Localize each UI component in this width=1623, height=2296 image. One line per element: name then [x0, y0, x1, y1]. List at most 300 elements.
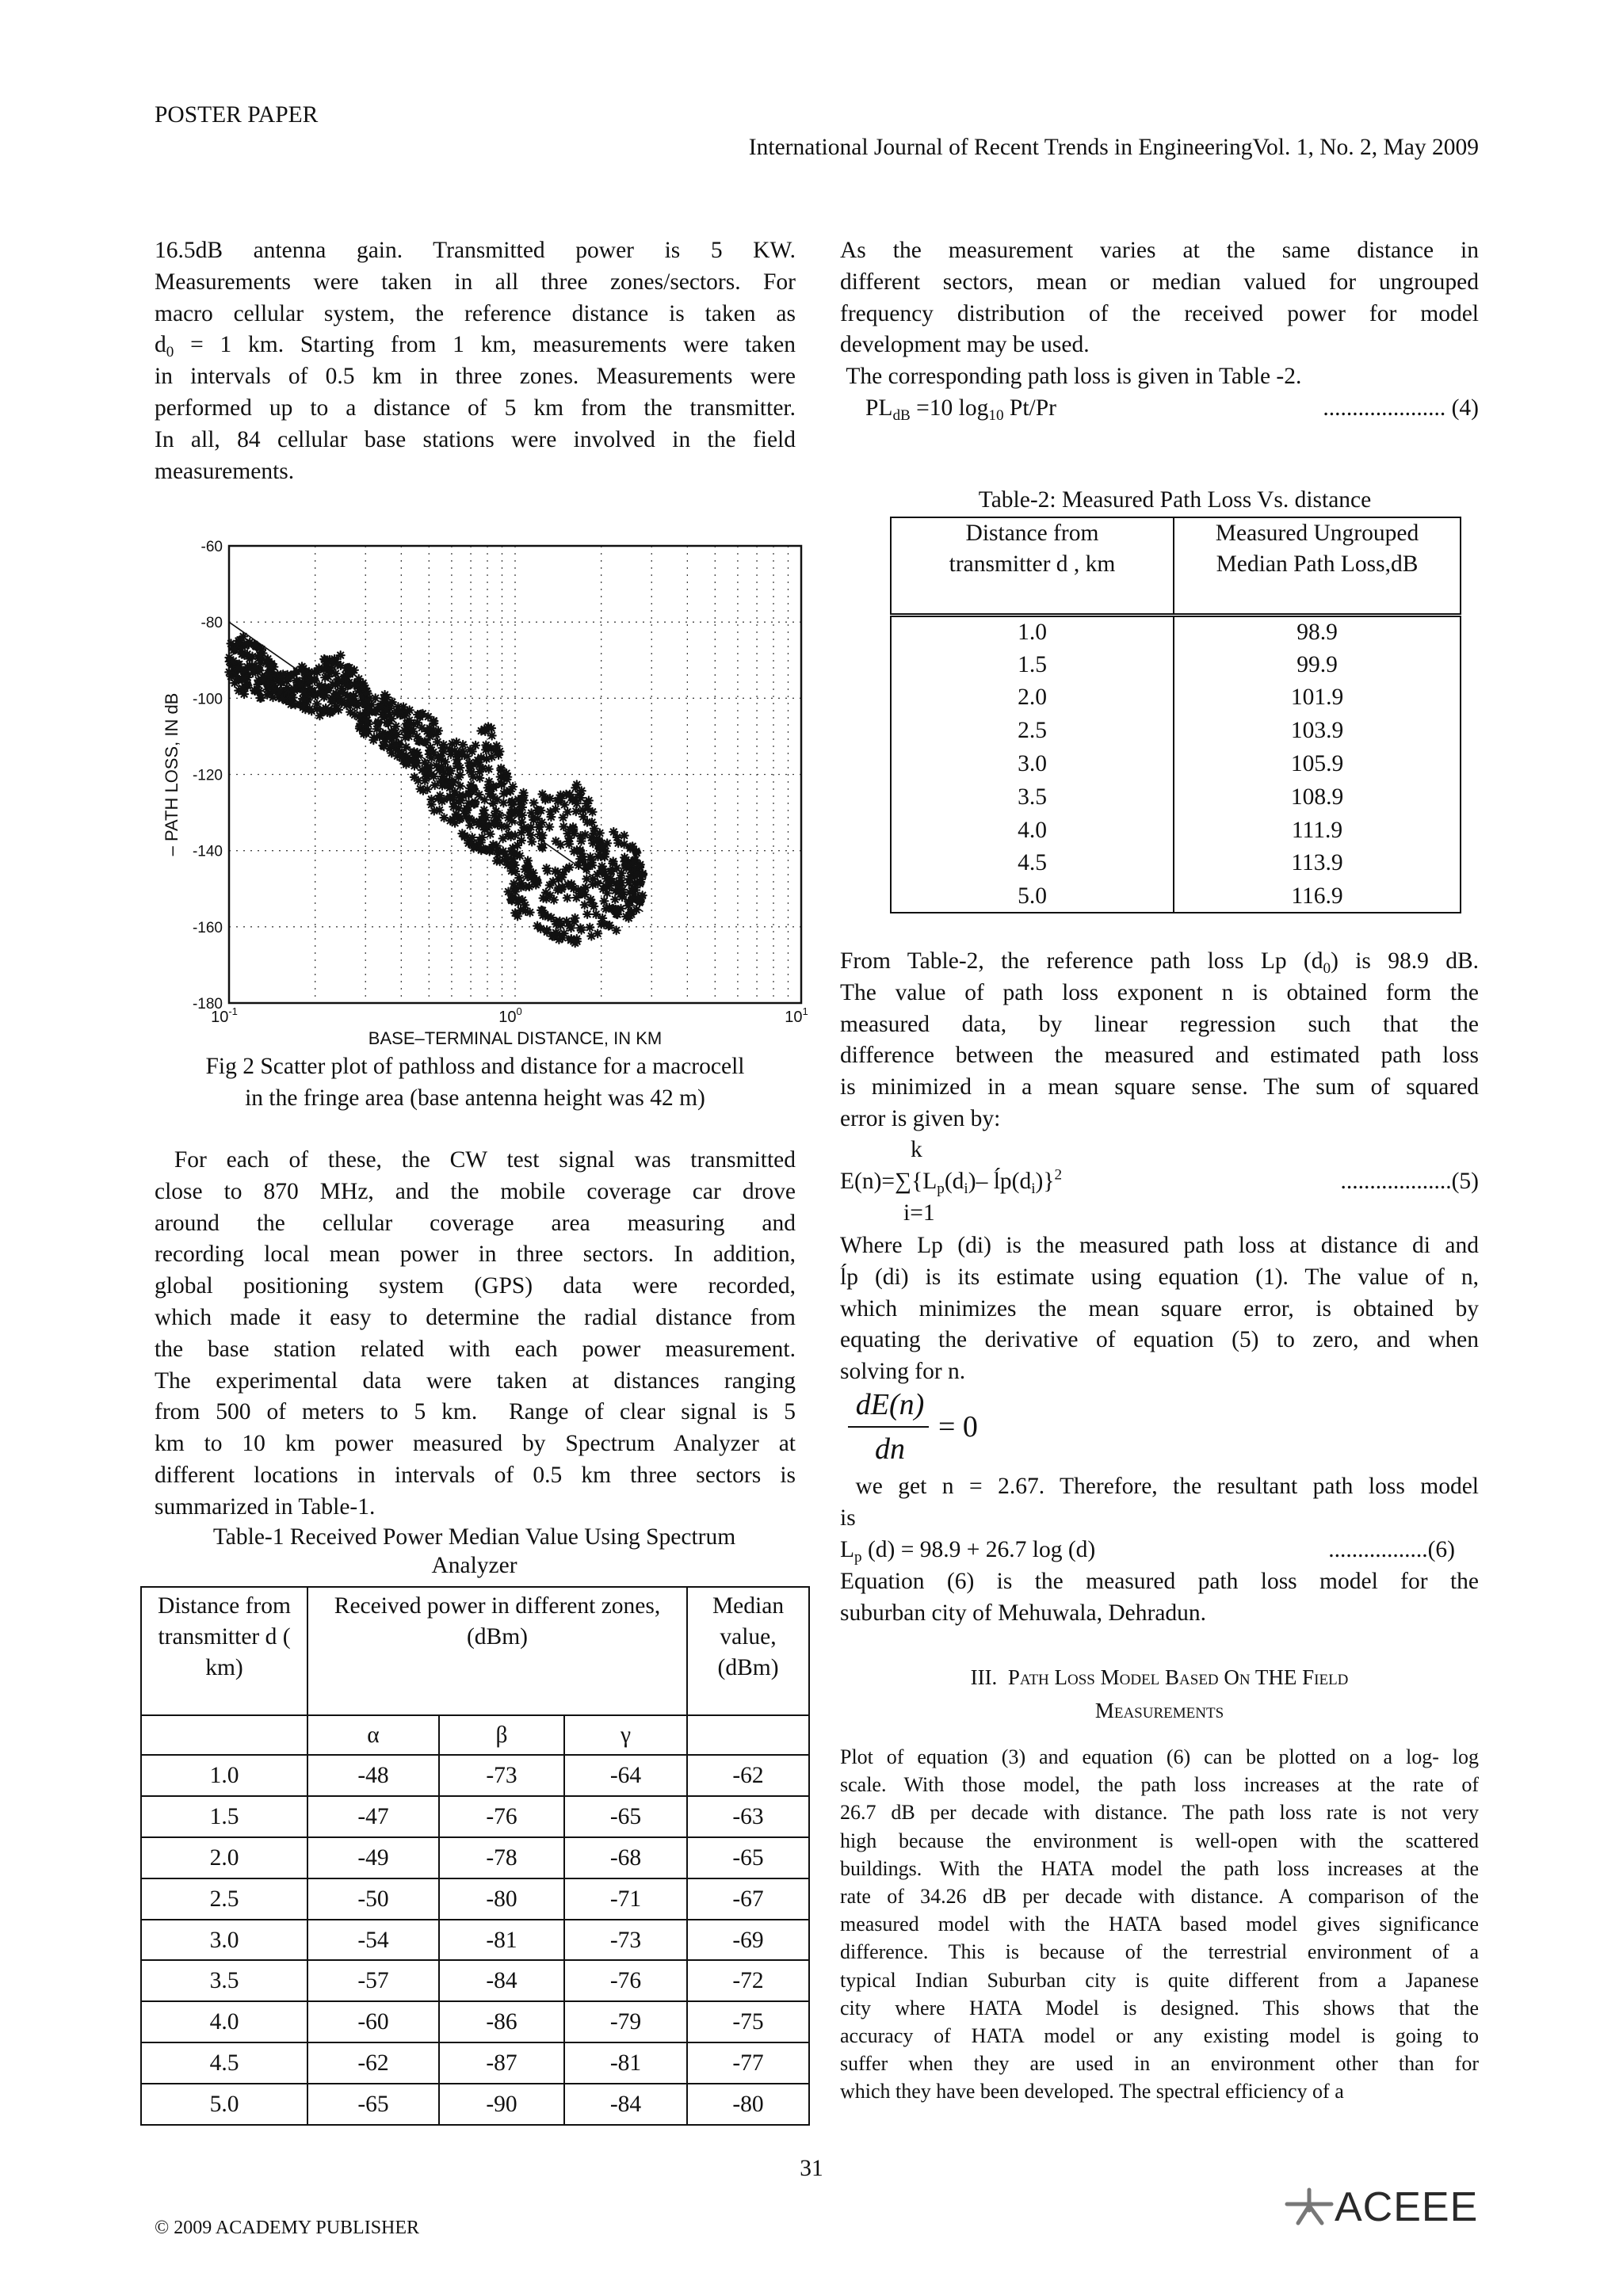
text-line: The value of path loss exponent n is obtained form the [840, 979, 1479, 1005]
scatter-point [601, 850, 609, 858]
scatter-point [440, 795, 448, 803]
section-number: III. [970, 1665, 998, 1689]
scatter-point [505, 830, 513, 838]
scatter-point [362, 730, 370, 738]
x-tick-label-part: 10 [785, 1009, 803, 1026]
scatter-point [547, 813, 555, 821]
table1-row [141, 2001, 809, 2042]
table1-cell: -73 [439, 1755, 564, 1796]
scatter-point [486, 790, 494, 798]
scatter-point [598, 868, 605, 875]
scatter-point [299, 704, 307, 711]
scatter-point [470, 844, 478, 852]
text-line: 26.7 dB per decade with distance. The path loss rate is not very [840, 1801, 1479, 1825]
table2-cell: 116.9 [1174, 879, 1461, 913]
table1-cell: -72 [687, 1960, 809, 2001]
scatter-point [345, 669, 353, 677]
table2-row [891, 714, 1461, 747]
text-line: scale. With those model, the path loss increases at the rate of [840, 1773, 1479, 1797]
figure-caption [155, 1051, 796, 1114]
scatter-point [573, 780, 581, 788]
right-paragraph-1b [840, 361, 1479, 393]
scatter-point [548, 933, 556, 940]
eq5-sub: i [964, 1180, 968, 1197]
scatter-point [586, 924, 594, 932]
text-line: Measurements were taken in all three zones/sectors. For [155, 269, 796, 295]
table2-row [891, 615, 1461, 648]
scatter-point [592, 910, 600, 918]
scatter-point [593, 835, 601, 843]
table2-caption: Table-2: Measured Path Loss Vs. distance [978, 487, 1372, 513]
eq5-upper-limit: k [911, 1137, 922, 1162]
table1-header-received: Received power in different zones, (dBm) [307, 1587, 687, 1715]
scatter-point [468, 769, 475, 776]
scatter-point [284, 675, 292, 683]
scatter-point [528, 838, 536, 846]
scatter-point [240, 690, 248, 698]
journal-citation: International Journal of Recent Trends in EngineeringVol. 1, No. 2, May 2009 [748, 135, 1479, 160]
eq5-number: ...................(5) [1340, 1169, 1479, 1194]
poster-paper-label: POSTER PAPER [155, 102, 319, 128]
right-paragraph-5 [840, 1566, 1479, 1630]
scatter-point [552, 805, 559, 813]
table1-cell: 3.5 [141, 1960, 307, 2001]
scatter-point [300, 688, 307, 696]
table2-row [891, 780, 1461, 814]
scatter-point [600, 897, 608, 905]
scatter-point [229, 657, 237, 665]
text-line: frequency distribution of the received power for model [840, 300, 1479, 326]
x-axis-label: BASE–TERMINAL DISTANCE, IN KM [368, 1028, 663, 1048]
table1-cell: -64 [564, 1755, 687, 1796]
eq5-a: E(n)=∑{L [840, 1169, 938, 1194]
text-line: As the measurement varies at the same distance in [840, 238, 1479, 263]
table1-cell: -86 [439, 2001, 564, 2042]
eq4-b: =10 log [910, 395, 989, 421]
table2-cell: 108.9 [1174, 780, 1461, 814]
scatter-point [582, 875, 590, 883]
text-line: error is given by: [840, 1105, 1001, 1131]
scatter-point [613, 879, 621, 887]
text-line: equating the derivative of equation (5) to zero, and when [840, 1327, 1479, 1353]
text-line [840, 946, 1479, 978]
derivative-denominator: dn [875, 1432, 905, 1466]
scatter-point [602, 905, 610, 913]
section-title-line2: Measurements [1094, 1699, 1224, 1722]
scatter-point [349, 698, 357, 706]
section-title: Path Loss Model Based On THE Field [1007, 1665, 1349, 1689]
scatter-point [612, 906, 620, 913]
scatter-point [392, 723, 400, 730]
text-line: city where HATA Model is designed. This shows that the [840, 1996, 1479, 2019]
table1-cell: -79 [564, 2001, 687, 2042]
text-line: 16.5dB antenna gain. Transmitted power is 5 KW. [155, 238, 796, 263]
eq6-number: .................(6) [1328, 1537, 1455, 1562]
x-tick-label-part: 10 [211, 1009, 229, 1026]
y-tick-label: -140 [192, 843, 223, 860]
table1-caption-line: Analyzer [431, 1553, 517, 1578]
text-line: In all, 84 cellular base stations were involved in the field [155, 426, 796, 452]
scatter-point [263, 691, 271, 699]
scatter-point [566, 826, 574, 833]
scatter-point [628, 842, 636, 850]
scatter-point [552, 837, 559, 845]
scatter-point [225, 668, 233, 676]
table1 [140, 1586, 810, 2126]
table1-cell: -84 [439, 1960, 564, 2001]
table2-cell: 101.9 [1174, 681, 1461, 715]
section-heading [840, 1661, 1479, 1727]
scatter-point [430, 727, 437, 735]
scatter-point [586, 853, 594, 861]
scatter-point [449, 778, 456, 786]
right-paragraph-3 [840, 1230, 1479, 1388]
text-segment: 0 [1323, 959, 1331, 977]
scatter-point [565, 840, 573, 848]
eq5-d: )} [1035, 1169, 1055, 1194]
scatter-point [311, 692, 319, 700]
eq4-sub: dB [892, 406, 911, 424]
table2-row [891, 847, 1461, 880]
scatter-point [427, 795, 435, 803]
scatter-point [560, 929, 568, 937]
scatter-point [344, 682, 352, 690]
text-line: km to 10 km power measured by Spectrum Analyzer at [155, 1431, 796, 1457]
scatter-point [578, 837, 586, 845]
text-line: high because the environment is well-open with the scattered [840, 1829, 1479, 1852]
scatter-point [418, 724, 426, 732]
scatter-point [468, 748, 476, 756]
scatter-point [583, 910, 591, 918]
table2-cell: 111.9 [1174, 814, 1461, 847]
scatter-point [538, 818, 546, 826]
scatter-point [625, 879, 633, 887]
copyright-notice: © 2009 ACADEMY PUBLISHER [155, 2218, 420, 2238]
page-number: 31 [800, 2156, 823, 2181]
derivative-numerator: dE(n) [855, 1388, 925, 1421]
scatter-point [417, 711, 425, 719]
table2-cell: 2.5 [891, 714, 1174, 747]
table2-cell: 103.9 [1174, 714, 1461, 747]
scatter-point [440, 814, 448, 822]
scatter-point [364, 697, 372, 705]
text-line: global positioning system (GPS) data were recorded, [155, 1273, 796, 1299]
table1-cell: -75 [687, 2001, 809, 2042]
scatter-point [235, 665, 242, 673]
table1-cell: 5.0 [141, 2084, 307, 2125]
scatter-point [428, 770, 436, 778]
right-paragraph-1 [840, 235, 1479, 361]
scatter-point [470, 800, 478, 808]
scatter-point [400, 727, 408, 734]
left-paragraph-2 [155, 1145, 796, 1524]
scatter-point [578, 787, 586, 795]
scatter-point [373, 725, 381, 733]
scatter-point [505, 888, 513, 896]
scatter-point [256, 651, 264, 659]
scatter-point [563, 894, 571, 902]
text-segment: d [155, 332, 166, 358]
text-line: Where Lp (di) is the measured path loss at distance di and [840, 1233, 1479, 1258]
table1-cell: -84 [564, 2084, 687, 2125]
derivative-rhs: = 0 [938, 1410, 978, 1444]
right-paragraph-2 [840, 946, 1479, 1135]
text-segment: = 1 km. Starting from 1 km, measurements were taken [174, 332, 796, 358]
scatter-point [337, 651, 345, 659]
scatter-point [453, 738, 460, 746]
text-line: suburban city of Mehuwala, Dehradun. [840, 1600, 1207, 1626]
table2-cell: 2.0 [891, 681, 1174, 715]
scatter-point [563, 808, 571, 816]
scatter-point [231, 645, 239, 653]
table2-cell: 4.0 [891, 814, 1174, 847]
table1-cell: -47 [307, 1796, 439, 1837]
table1-cell: -81 [439, 1920, 564, 1961]
table1-row [141, 1960, 809, 2001]
regression-line [229, 622, 643, 911]
scatter-point [453, 762, 461, 770]
text-line: from 500 of meters to 5 km. Range of clear signal is 5 [155, 1399, 796, 1425]
table1-cell: -63 [687, 1796, 809, 1837]
text-line: is minimized in a mean square sense. The sum of squared [840, 1074, 1479, 1100]
scatter-point [291, 686, 299, 694]
text-line: difference. This is because of the terrestrial environment of a [840, 1940, 1479, 1964]
figure-caption-line: in the fringe area (base antenna height was 42 m) [245, 1085, 705, 1111]
text-line: the base station related with each power measurement. [155, 1336, 796, 1362]
scatter-point [569, 795, 577, 803]
table1-row [141, 1878, 809, 1920]
scatter-point [503, 776, 511, 784]
scatter-point [539, 911, 547, 919]
text-line: we get n = 2.67. Therefore, the resultant path loss model [840, 1474, 1479, 1499]
table1-cell: 1.0 [141, 1755, 307, 1796]
scatter-point [545, 823, 553, 831]
scatter-point [537, 842, 545, 850]
scatter-point [570, 848, 578, 856]
x-tick-label [785, 1005, 808, 1026]
eq5-c: )– ĺp(d [968, 1169, 1032, 1194]
eq4-number: ..................... (4) [1323, 395, 1479, 421]
scatter-point [600, 842, 608, 850]
scatter-point [554, 868, 562, 876]
scatter-point [456, 815, 464, 823]
x-tick-label [498, 1005, 521, 1026]
scatter-point [451, 746, 459, 754]
text-line: which made it easy to determine the radial distance from [155, 1304, 796, 1330]
text-line: different sectors, mean or median valued for ungrouped [840, 269, 1479, 295]
x-tick-label-part: 10 [498, 1009, 517, 1026]
table2-cell: 1.0 [891, 615, 1174, 648]
eq6-a: L [840, 1537, 855, 1562]
scatter-point [541, 796, 549, 804]
eq5-b: (d [944, 1169, 964, 1194]
text-line: development may be used. [840, 332, 1090, 358]
scatter-point [458, 830, 466, 837]
scatter-point [563, 917, 571, 925]
text-line: rate of 34.26 dB per decade with distance. A comparison of the [840, 1884, 1479, 1908]
scatter-point [493, 742, 501, 749]
scatter-point [459, 747, 467, 755]
table1-cell: -65 [687, 1837, 809, 1878]
scatter-point [278, 695, 286, 703]
text-line: which they have been developed. The spectral efficiency of a [840, 2080, 1344, 2103]
scatter-point [255, 687, 263, 695]
scatter-point [517, 883, 525, 891]
scatter-point [265, 669, 273, 677]
scatter-point [249, 653, 257, 661]
figure-caption-line: Fig 2 Scatter plot of pathloss and distance for a macrocell [205, 1054, 745, 1079]
table2-cell: 4.5 [891, 847, 1174, 880]
table1-cell: 2.5 [141, 1878, 307, 1920]
table2-row [891, 648, 1461, 681]
table2-header-pathloss: Measured Ungrouped Median Path Loss,dB [1174, 517, 1461, 615]
table2-cell: 98.9 [1174, 615, 1461, 648]
scatter-point [329, 681, 337, 688]
scatter-chart [119, 507, 832, 1049]
eq4-sub: 10 [988, 406, 1004, 424]
text-line: measured data, by linear regression such that the [840, 1011, 1479, 1037]
scatter-point [456, 771, 464, 779]
table1-cell: -80 [439, 1878, 564, 1920]
scatter-point [391, 741, 399, 749]
scatter-point [598, 914, 606, 922]
scatter-point [526, 909, 534, 917]
logo-text: ACEEE [1335, 2184, 1479, 2230]
scatter-point [517, 837, 525, 845]
table1-cell: -80 [687, 2084, 809, 2125]
scatter-point [636, 860, 644, 868]
star-logo-icon [1284, 2187, 1335, 2228]
scatter-point [516, 852, 524, 860]
table1-zone-empty [141, 1715, 307, 1755]
text-line: suffer when they are used in an environment other than for [840, 2052, 1479, 2076]
table1-header-distance: Distance from transmitter d ( km) [141, 1587, 307, 1715]
scatter-point [554, 887, 562, 894]
table2-row [891, 681, 1461, 715]
table2-header-distance: Distance from transmitter d , km [891, 517, 1174, 615]
table1-cell: -76 [564, 1960, 687, 2001]
scatter-point [365, 705, 372, 713]
table1-caption [140, 1521, 808, 1581]
table1-row [141, 1796, 809, 1837]
text-line: in intervals of 0.5 km in three zones. Measurements were [155, 364, 796, 390]
scatter-point [493, 846, 501, 854]
table1-cell: 3.0 [141, 1920, 307, 1961]
scatter-point [532, 881, 540, 889]
scatter-point [633, 871, 641, 879]
scatter-point [572, 807, 580, 815]
scatter-point [578, 926, 586, 934]
text-line: Plot of equation (3) and equation (6) can be plotted on a log- log [840, 1745, 1479, 1768]
eq5-lower-limit: i=1 [903, 1200, 935, 1226]
table2-cell: 3.0 [891, 747, 1174, 780]
scatter-point [587, 933, 595, 940]
text-line: which minimizes the mean square error, is obtained by [840, 1295, 1479, 1322]
table2-row [891, 747, 1461, 780]
table1-cell: 4.5 [141, 2042, 307, 2084]
table1-cell: -78 [439, 1837, 564, 1878]
scatter-point [414, 737, 422, 745]
scatter-point [580, 886, 588, 894]
table1-cell: -76 [439, 1796, 564, 1837]
scatter-point [563, 791, 571, 799]
table2-cell: 113.9 [1174, 847, 1461, 880]
table1-cell: -77 [687, 2042, 809, 2084]
section-heading-line1 [840, 1661, 1479, 1694]
scatter-point [464, 806, 472, 814]
table2-cell: 3.5 [891, 780, 1174, 814]
scatter-point [327, 707, 334, 715]
text-line: different locations in intervals of 0.5 km three sectors is [155, 1462, 796, 1488]
left-paragraph-1 [155, 235, 796, 487]
scatter-point [259, 677, 267, 685]
scatter-point [518, 811, 526, 819]
scatter-point [334, 706, 342, 714]
scatter-point [567, 924, 575, 932]
table1-cell: -68 [564, 1837, 687, 1878]
table1-zone-alpha: α [307, 1715, 439, 1755]
text-line: The corresponding path loss is given in Table -2. [840, 364, 1302, 389]
scatter-point [488, 732, 496, 740]
y-tick-label: -100 [192, 691, 223, 708]
scatter-point [517, 906, 525, 914]
scatter-point [490, 782, 498, 790]
x-tick-label-part: 1 [802, 1005, 808, 1017]
table1-cell: -57 [307, 1960, 439, 2001]
text-line [155, 330, 796, 361]
text-line: accuracy of HATA model or any existing model is going to [840, 2023, 1479, 2047]
scatter-point [499, 799, 507, 807]
scatter-point [540, 894, 548, 902]
eq5-sub: p [937, 1180, 945, 1197]
scatter-point [499, 834, 507, 842]
table2-row [891, 814, 1461, 847]
scatter-point [430, 807, 438, 814]
equation-4 [840, 393, 1284, 425]
table1-cell: -65 [307, 2084, 439, 2125]
table1-cell: -87 [439, 2042, 564, 2084]
y-axis-label: – PATH LOSS, IN dB [162, 692, 181, 856]
text-line: ĺp (di) is its estimate using equation (1). The value of n, [840, 1264, 1479, 1290]
eq6-sub: p [854, 1548, 862, 1566]
table1-cell: -67 [687, 1878, 809, 1920]
scatter-point [548, 913, 556, 921]
table1-cell: -54 [307, 1920, 439, 1961]
table1-cell: -73 [564, 1920, 687, 1961]
text-line: macro cellular system, the reference distance is taken as [155, 300, 796, 326]
text-line: close to 870 MHz, and the mobile coverage car drove [155, 1178, 796, 1204]
eq5-sup: 2 [1054, 1166, 1063, 1184]
table1-cell: 2.0 [141, 1837, 307, 1878]
scatter-point [546, 881, 554, 889]
scatter-point [428, 754, 436, 762]
aceee-logo [1284, 2184, 1479, 2230]
scatter-point [505, 855, 513, 863]
table1-cell: 4.0 [141, 2001, 307, 2042]
scatter-point [598, 920, 605, 928]
table1-caption-line: Table-1 Received Power Median Value Using Spectrum [212, 1524, 736, 1550]
table1-row [141, 1837, 809, 1878]
table1-row [141, 1755, 809, 1796]
text-line: recording local mean power in three sectors. In addition, [155, 1241, 796, 1268]
scatter-point [414, 776, 422, 784]
fraction-bar [848, 1426, 929, 1428]
x-tick-label [211, 1005, 238, 1026]
scatter-point [530, 799, 538, 807]
table2 [890, 517, 1461, 913]
scatter-point [487, 724, 495, 732]
scatter-point [451, 788, 459, 796]
